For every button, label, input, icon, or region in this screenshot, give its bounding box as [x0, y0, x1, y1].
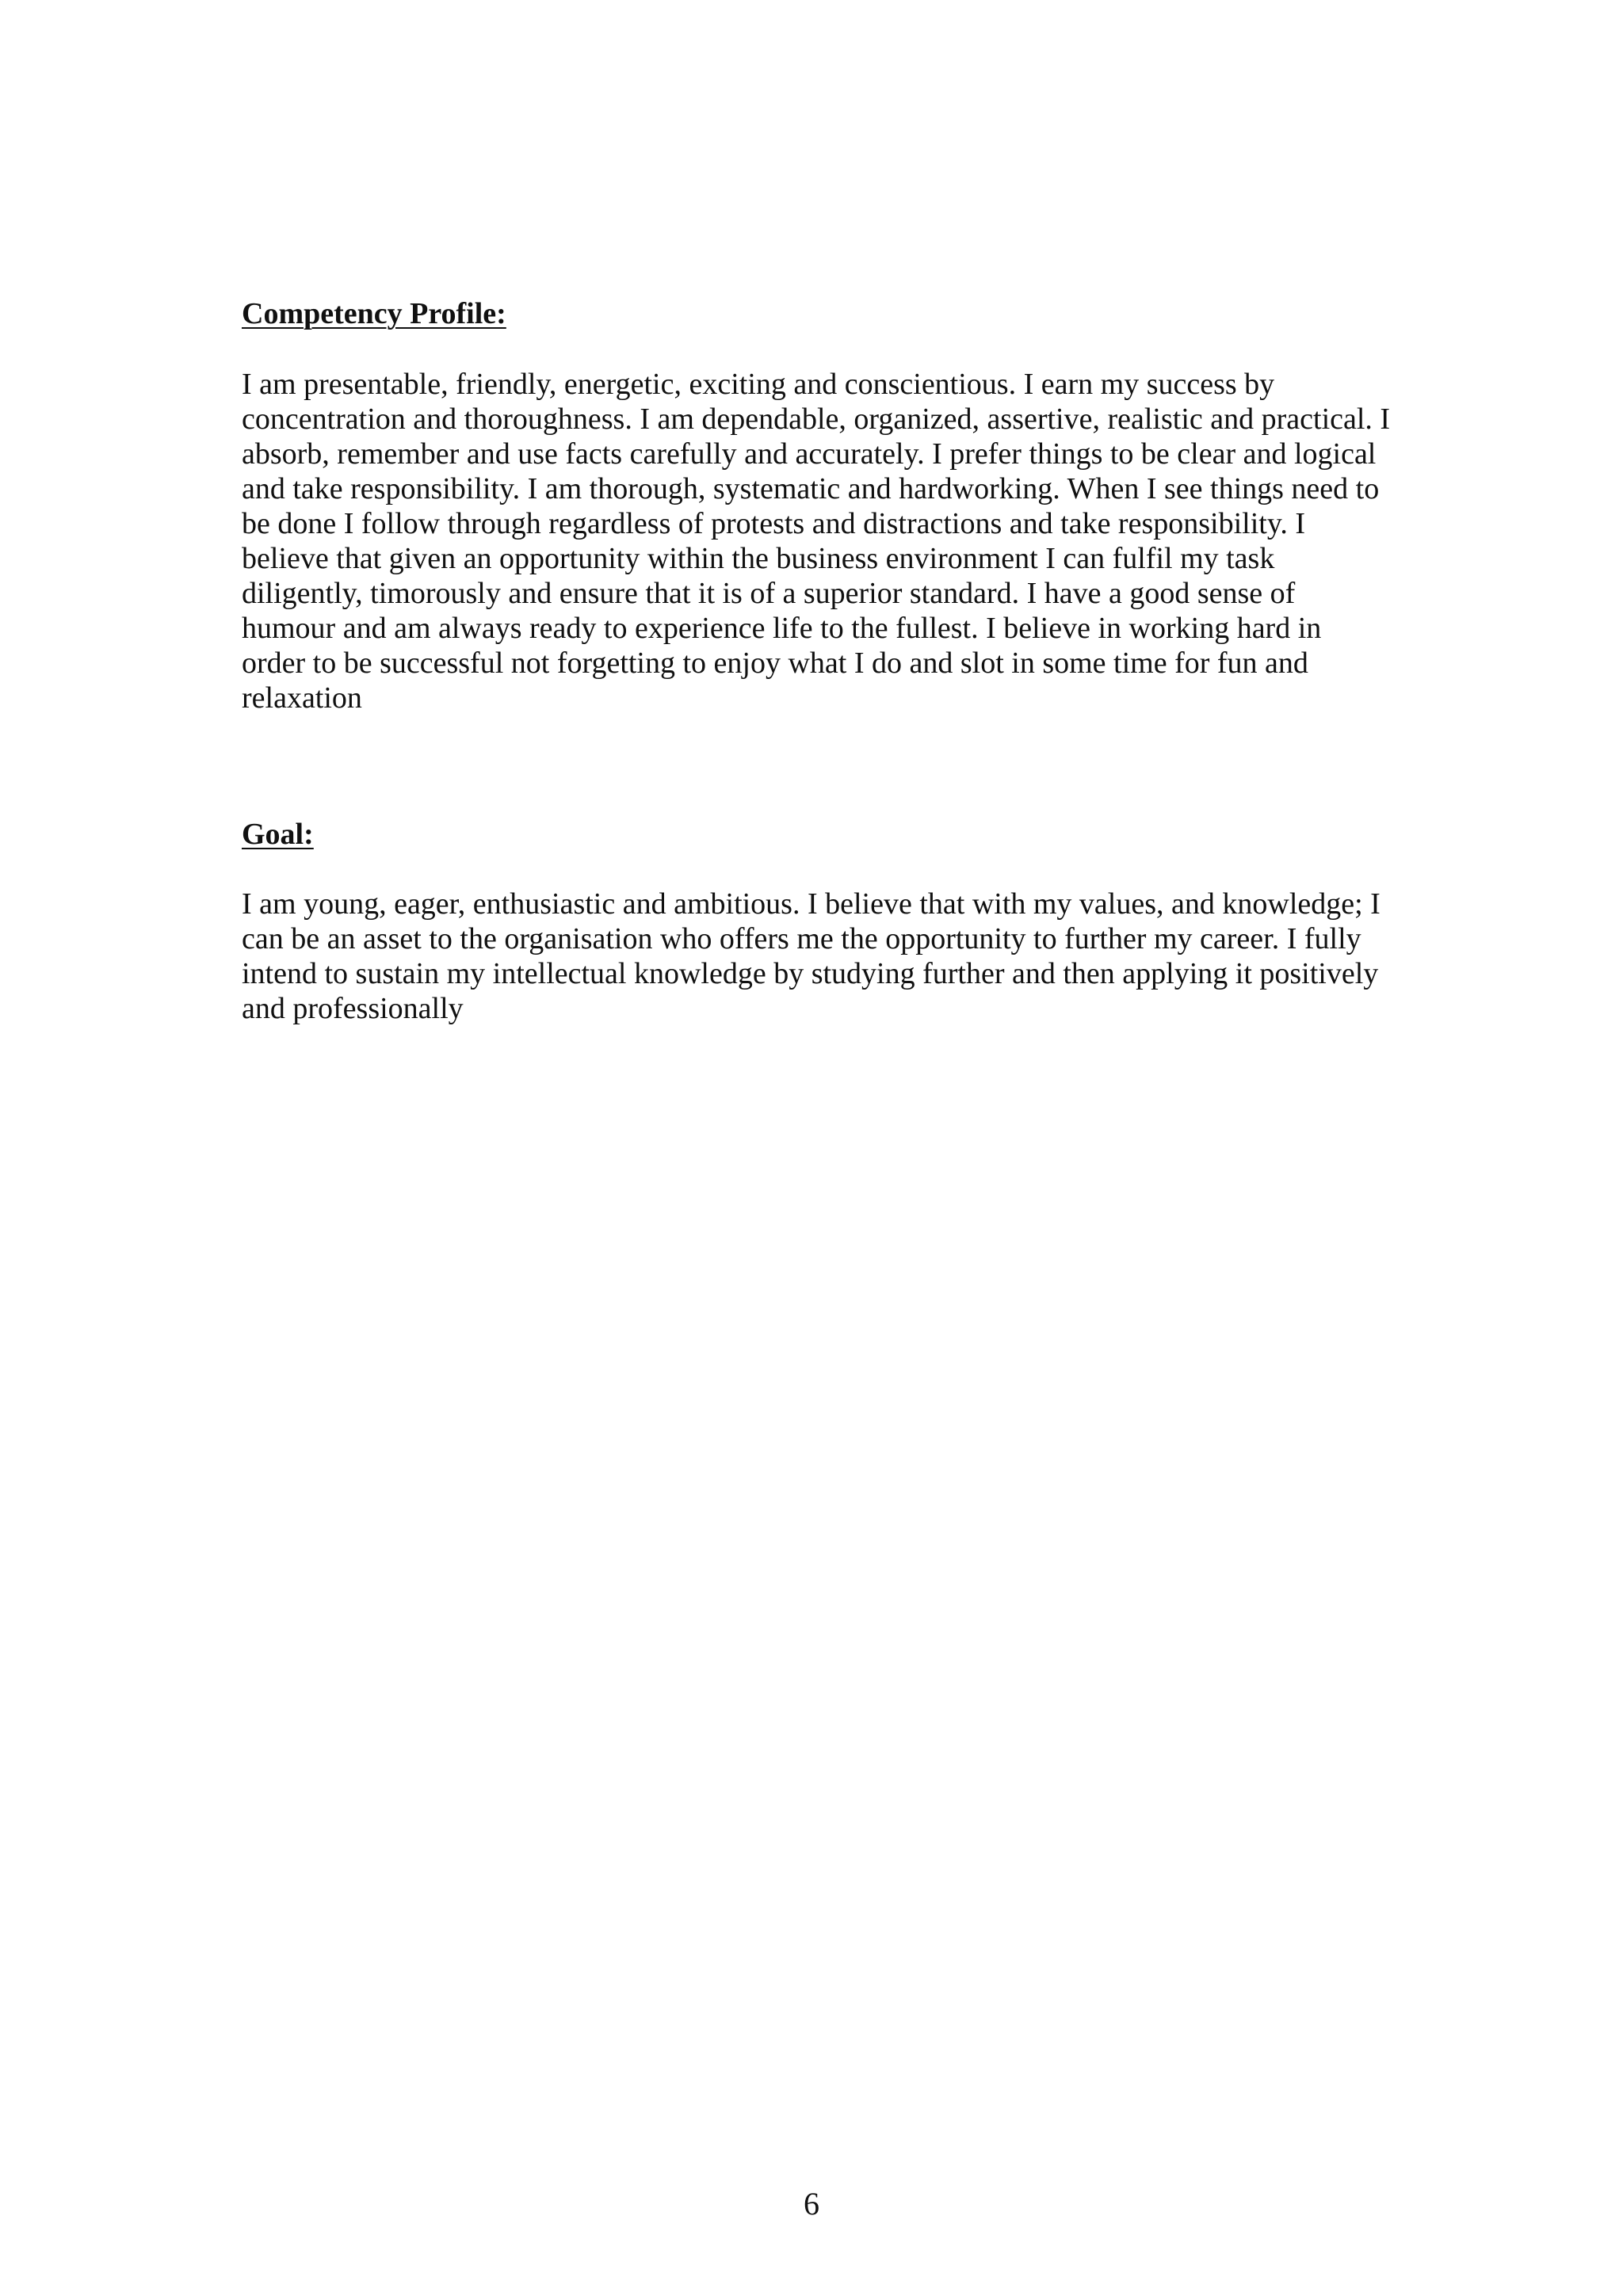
paragraph-line: absorb, remember and use facts carefully and accurately. I prefer things to be clear and logical — [242, 437, 1377, 471]
paragraph-line: I am presentable, friendly, energetic, exciting and conscientious. I earn my success by — [242, 368, 1275, 401]
goal-paragraph — [242, 887, 1381, 1026]
paragraph-line: diligently, timorously and ensure that it is of a superior standard. I have a good sense of — [242, 577, 1296, 610]
paragraph-line: concentration and thoroughness. I am dependable, organized, assertive, realistic and practical. I — [242, 402, 1391, 436]
paragraph-line: be done I follow through regardless of protests and distractions and take responsibility. I — [242, 507, 1306, 540]
paragraph-line: intend to sustain my intellectual knowledge by studying further and then applying it positively — [242, 957, 1379, 990]
paragraph-line: believe that given an opportunity within the business environment I can fulfil my task — [242, 542, 1275, 575]
competency-profile-paragraph — [242, 367, 1390, 715]
paragraph-line: and take responsibility. I am thorough, systematic and hardworking. When I see things need to — [242, 472, 1380, 505]
page-number: 6 — [804, 2186, 819, 2222]
paragraph-line: order to be successful not forgetting to enjoy what I do and slot in some time for fun and — [242, 646, 1308, 680]
paragraph-line: and professionally — [242, 992, 464, 1025]
competency-profile-heading: Competency Profile: — [242, 297, 506, 330]
paragraph-line: relaxation — [242, 681, 362, 715]
paragraph-line: humour and am always ready to experience life to the fullest. I believe in working hard in — [242, 612, 1322, 645]
paragraph-line: I am young, eager, enthusiastic and ambitious. I believe that with my values, and knowledge; I — [242, 887, 1381, 921]
goal-heading: Goal: — [242, 818, 314, 851]
paragraph-line: can be an asset to the organisation who offers me the opportunity to further my career. I fully — [242, 922, 1361, 955]
